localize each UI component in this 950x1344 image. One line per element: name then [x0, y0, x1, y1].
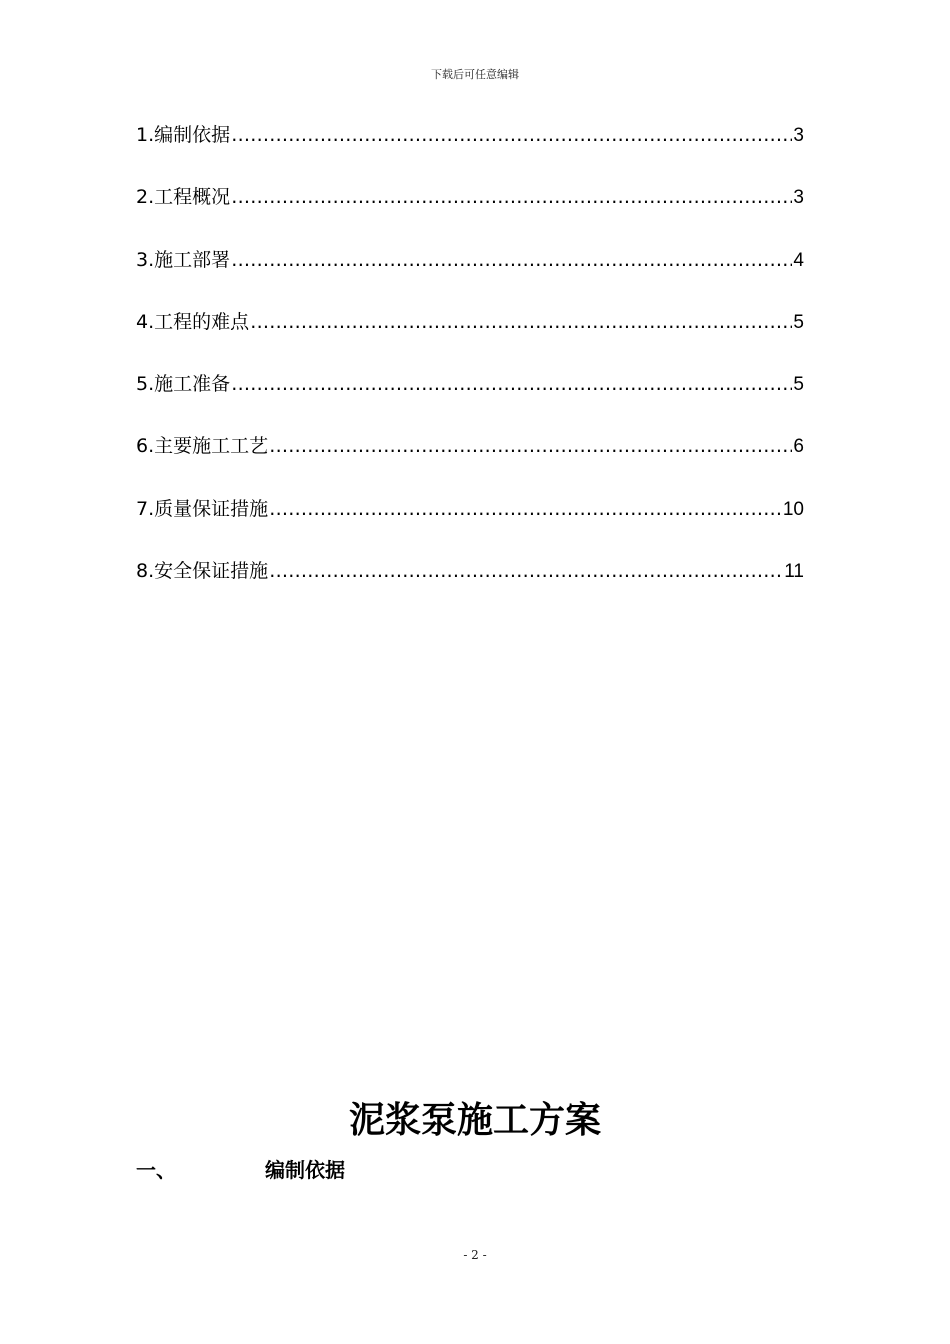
toc-entry-page: 10 [782, 498, 804, 520]
toc-dot-leader [269, 497, 782, 521]
toc-entry-label: 2.工程概况 [136, 186, 231, 209]
section-title: 编制依据 [265, 1158, 345, 1182]
toc-dot-leader [269, 559, 783, 583]
toc-entry-label: 7.质量保证措施 [136, 497, 269, 520]
toc-entry-label: 4.工程的难点 [136, 310, 250, 333]
toc-entry-label: 6.主要施工工艺 [136, 435, 269, 458]
document-title: 泥浆泵施工方案 [348, 1099, 601, 1141]
toc-entry[interactable] [136, 434, 804, 496]
toc-dot-leader [269, 434, 792, 458]
section-heading [136, 1156, 536, 1184]
toc-entry-page: 3 [793, 187, 804, 209]
toc-dot-leader [231, 185, 792, 209]
table-of-contents [136, 123, 804, 621]
toc-entry-label: 3.施工部署 [136, 248, 231, 271]
toc-entry-page: 11 [784, 561, 804, 583]
toc-entry[interactable] [136, 185, 804, 247]
toc-entry-label: 1.编制依据 [136, 124, 231, 146]
toc-dot-leader [231, 123, 792, 147]
toc-entry-page: 5 [793, 374, 804, 396]
toc-entry-page: 5 [793, 311, 804, 333]
toc-entry-label: 5.施工准备 [136, 373, 231, 396]
toc-entry-page: 6 [793, 436, 804, 458]
page-header: 下载后可任意编辑 [431, 68, 519, 81]
page-number: - 2 - [463, 1248, 487, 1262]
section-number: 一、 [136, 1158, 176, 1182]
toc-entry-label: 8.安全保证措施 [136, 560, 269, 583]
toc-dot-leader [250, 310, 792, 334]
toc-entry-page: 4 [793, 249, 804, 271]
toc-entry-page: 3 [793, 125, 804, 146]
toc-entry[interactable] [136, 559, 804, 621]
toc-entry[interactable] [136, 310, 804, 372]
toc-dot-leader [231, 372, 792, 396]
toc-dot-leader [231, 248, 792, 272]
toc-entry[interactable] [136, 123, 804, 185]
toc-entry[interactable] [136, 372, 804, 434]
toc-entry[interactable] [136, 497, 804, 559]
toc-entry[interactable] [136, 248, 804, 310]
